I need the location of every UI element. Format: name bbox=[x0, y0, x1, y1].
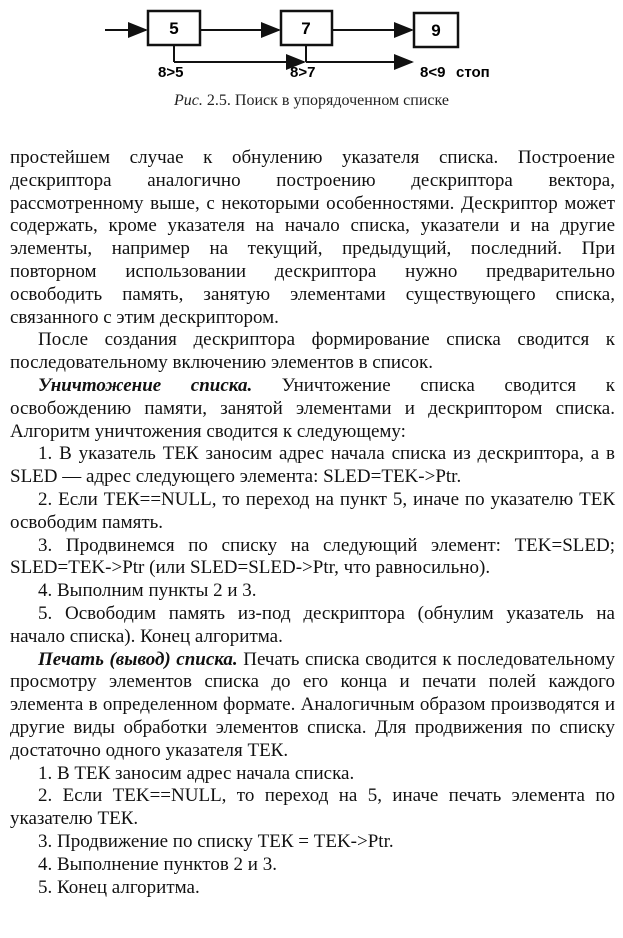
list-item: 2. Если TEK==NULL, то переход на 5, иначе печать элемента по указателю ТЕК. bbox=[10, 785, 615, 830]
comparison-label: 8>7 bbox=[290, 64, 316, 80]
section-paragraph bbox=[10, 375, 615, 443]
paragraph-text: Уничтожение списка сводится к освобождению памяти, занятой элементами и дескриптором списка. Алгоритм уничтожения сводится к следующему: bbox=[10, 374, 615, 442]
list-node bbox=[148, 11, 200, 45]
body-text bbox=[10, 147, 615, 899]
svg-text:9: 9 bbox=[431, 21, 441, 40]
figure-caption bbox=[0, 92, 623, 110]
comparison-label: 8<9 bbox=[420, 64, 446, 80]
list-item: 5. Освободим память из-под дескриптора (обнулим указатель на начало списка). Конец алгоритма. bbox=[10, 602, 615, 647]
paragraph-text: Печать списка сводится к последовательному просмотру элементов списка до его конца и печати полей каждого элемента в определенном формате. Аналогичным образом производятся и другие виды обработки элементов списка. Для продвижения по списку достаточно одного указателя ТЕК. bbox=[10, 648, 615, 761]
comparison-label: 8>5 bbox=[158, 64, 184, 80]
stop-label: стоп bbox=[456, 64, 490, 80]
list-item: 4. Выполнение пунктов 2 и 3. bbox=[38, 853, 277, 875]
list-item: 3. Продвинемся по списку на следующий элемент: TEK=SLED; SLED=TEK->Ptr (или SLED=SLED->Ptr, что равносильно). bbox=[10, 534, 615, 579]
svg-text:5: 5 bbox=[169, 19, 179, 38]
list-item: 4. Выполним пункты 2 и 3. bbox=[38, 580, 257, 602]
list-item: 2. Если ТЕК==NULL, то переход на пункт 5, иначе по указателю ТЕК освободим память. bbox=[10, 488, 615, 533]
svg-text:7: 7 bbox=[301, 19, 311, 38]
figure-caption-text: 2.5. Поиск в упорядоченном списке bbox=[206, 92, 449, 109]
list-item: 5. Конец алгоритма. bbox=[38, 876, 200, 898]
section-paragraph bbox=[10, 649, 615, 763]
search-diagram bbox=[0, 0, 623, 80]
list-node bbox=[414, 13, 458, 47]
list-item: 1. В указатель ТЕК заносим адрес начала списка из дескриптора, а в SLED — адрес следующего элемента: SLED=TEK->Ptr. bbox=[10, 443, 615, 488]
list-item: 1. В ТЕК заносим адрес начала списка. bbox=[38, 762, 355, 784]
list-node bbox=[281, 11, 332, 45]
section-heading: Печать (вывод) списка. bbox=[38, 648, 238, 670]
section-heading: Уничтожение списка. bbox=[38, 374, 253, 396]
paragraph: После создания дескриптора формирование списка сводится к последовательному включению элементов в список. bbox=[10, 329, 615, 374]
list-item: 3. Продвижение по списку ТЕК = TEK->Ptr. bbox=[38, 830, 394, 852]
figure-label: Рис. bbox=[174, 92, 203, 109]
paragraph: простейшем случае к обнулению указателя списка. Построение дескриптора аналогично построению дескриптора вектора, рассмотренному выше, с некоторыми особенностями. Дескриптор может содержать, кроме указателя на начало списка, указатели и на другие элементы, например на текущий, предыдущий, последний. При повторном использовании дескриптора нужно предварительно освободить память, занятую элементами существующего списка, связанного с этим дескриптором. bbox=[10, 147, 615, 328]
